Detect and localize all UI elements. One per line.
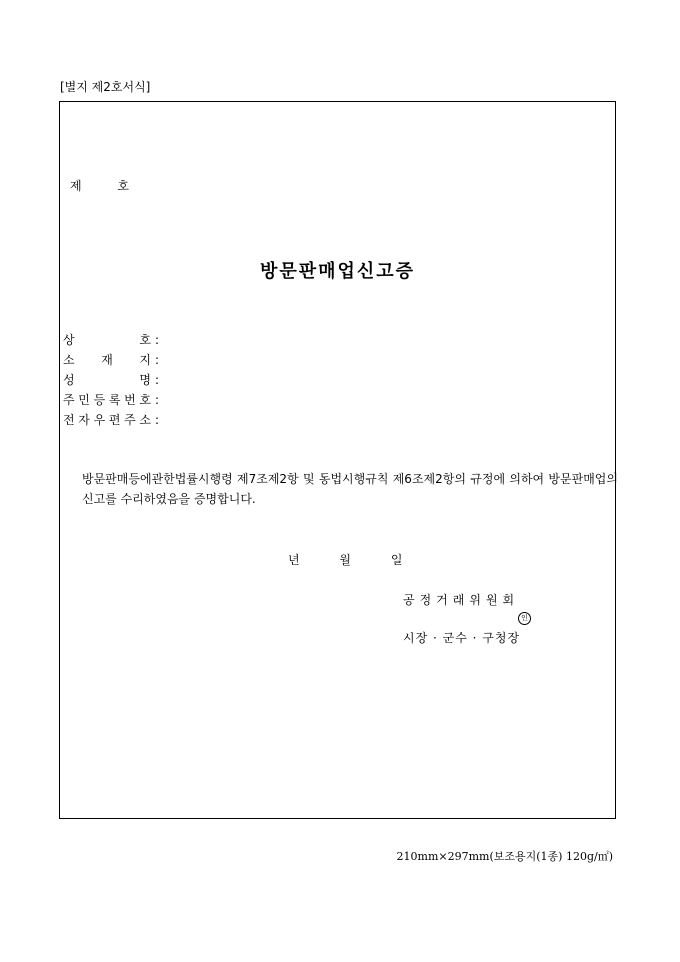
field-label-business-name: 상 호 [63, 333, 151, 347]
field-colon: : [155, 392, 160, 407]
field-resident-number [63, 391, 159, 408]
field-label-email: 전 자 우 편 주 소 [63, 413, 151, 427]
issuer-local-government: 시장 · 군수 · 구청장 [403, 631, 521, 645]
issue-number: 제 호 [70, 179, 129, 193]
field-name [63, 371, 159, 388]
paper-specification: 210mm×297mm(보조용지(1종) 120g/㎡) [396, 850, 613, 863]
field-business-name [63, 331, 159, 348]
field-label-name: 성 명 [63, 373, 151, 387]
issue-date-line: 년 월 일 [288, 553, 403, 567]
field-label-location: 소 재 지 [63, 353, 151, 367]
field-location [63, 351, 159, 368]
form-reference: [별지 제2호서식] [60, 80, 151, 94]
field-colon: : [155, 412, 160, 427]
field-label-resident-number: 주 민 등 록 번 호 [63, 393, 151, 407]
certification-statement: 방문판매등에관한법률시행령 제7조제2항 및 동법시행규칙 제6조제2항의 규정에 의하여 방문판매업의 신고를 수리하였음을 증명합니다. [82, 472, 618, 506]
field-colon: : [155, 372, 160, 387]
certificate-frame [59, 101, 616, 819]
field-colon: : [155, 352, 160, 367]
issuer-ftc: 공정거래위원회 [403, 593, 520, 607]
certificate-title: 방문판매업신고증 [259, 261, 416, 282]
field-colon: : [155, 332, 160, 347]
seal-icon: 인 [518, 612, 531, 625]
field-email [63, 411, 159, 428]
seal-mark [518, 609, 531, 625]
